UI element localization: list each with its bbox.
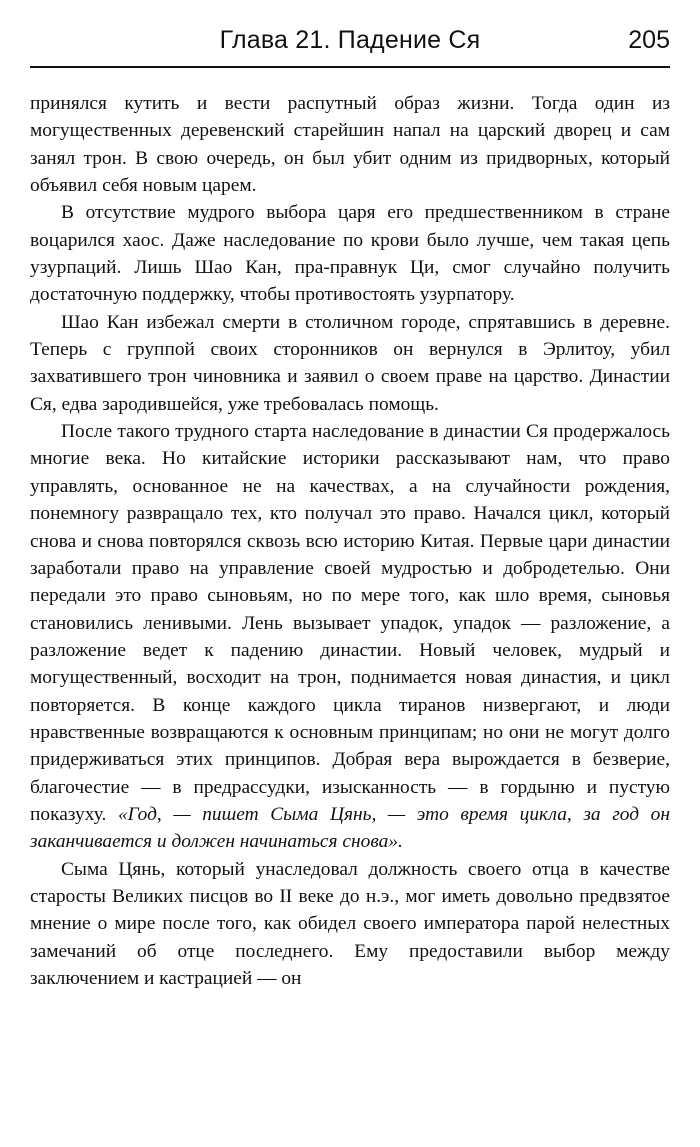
header-rule xyxy=(30,66,670,68)
paragraph-4 xyxy=(30,418,670,856)
sima-qian-quote: «Год, — пишет Сыма Цянь, — это время цикла, за год он заканчивается и должен начинаться снова». xyxy=(30,803,670,853)
paragraph-3: Шао Кан избежал смерти в столичном городе, спрятавшись в деревне. Теперь с группой своих сторонников он вернулся в Эрлитоу, убил захватившего трон чиновника и заявил о своем праве на царство. Династии Ся, едва зародившейся, уже требовалась помощь. xyxy=(30,311,670,415)
running-header xyxy=(30,18,670,64)
book-page xyxy=(30,18,670,1138)
paragraph-2: В отсутствие мудрого выбора царя его предшественником в стране воцарился хаос. Даже наследование по крови было лучше, чем такая цепь узурпаций. Лишь Шао Кан, пра-правнук Ци, смог случайно получить достаточную поддержку, чтобы противостоять узурпатору. xyxy=(30,202,670,306)
paragraph-4-text: После такого трудного старта наследование в династии Ся продержалось многие века. Но китайские историки рассказывают нам, что право управлять, основанное не на качествах, а на случайности рождения, понемногу развращало тех, кто получал это право. Начался цикл, который снова и снова повторялся сквозь всю историю Китая. Первые цари династии заработали право на управление своей мудростью и добродетелью. Они передали это право сыновьям, но по мере того, как шло время, сыновья становились ленивыми. Лень вызывает упадок, упадок — разложение, а разложение ведет к падению династии. Новый человек, мудрый и могущественный, восходит на трон, поднимается новая династия, и цикл повторяется. В конце каждого цикла тиранов низвергают, и люди нравственные возвращаются к основным принципам; но они не могут долго придерживаться этих принципов. Добрая вера вырождается в безверие, благочестие — в предрассудки, изысканность — в гордыню и пустую показуху. xyxy=(30,421,670,825)
page-number: 205 xyxy=(628,26,670,54)
body-text xyxy=(30,90,670,992)
chapter-title: Глава 21. Падение Ся xyxy=(219,26,481,54)
paragraph-1: принялся кутить и вести распутный образ жизни. Тогда один из могущественных деревенский старейшин напал на царский дворец и сам занял трон. В свою очередь, он был убит одним из придворных, который объявил себя новым царем. xyxy=(30,93,670,197)
paragraph-5: Сыма Цянь, который унаследовал должность своего отца в качестве старосты Великих писцов во II веке до н.э., мог иметь довольно предвзятое мнение о мире после того, как обидел своего императора парой нелестных замечаний об отце последнего. Ему предоставили выбор между заключением и кастрацией — он xyxy=(30,858,670,989)
